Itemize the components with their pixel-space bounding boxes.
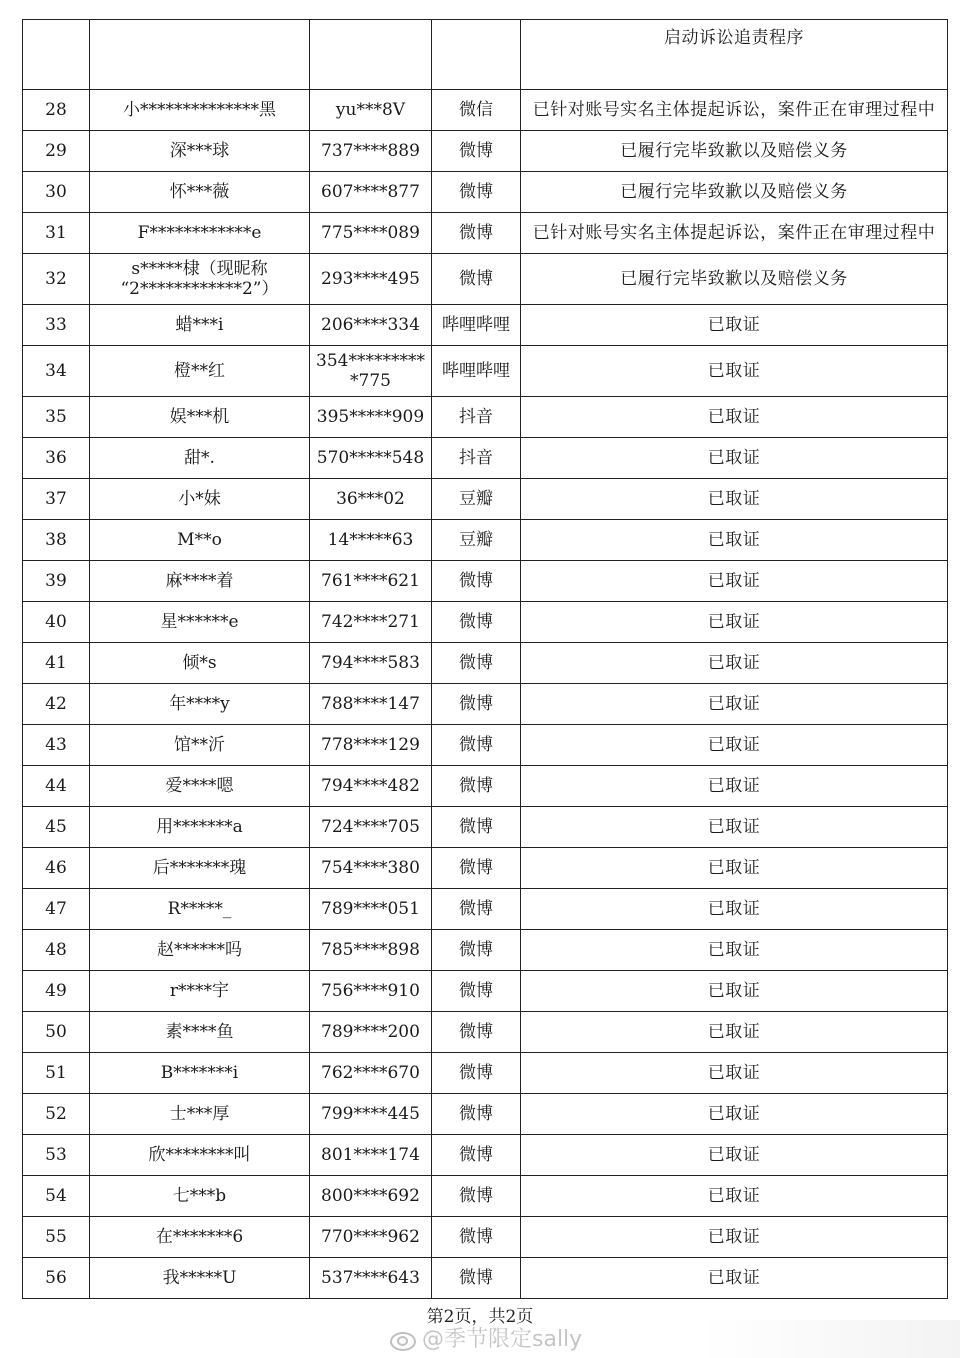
cell-platform: 微博	[432, 172, 521, 213]
cell-id: 785****898	[310, 930, 432, 971]
watermark-text: @季节限定sally	[422, 1327, 583, 1352]
cell-platform: 微博	[432, 930, 521, 971]
cell-no: 34	[23, 346, 90, 397]
table-row	[23, 90, 948, 131]
cell-id: 742****271	[310, 602, 432, 643]
cell-platform: 抖音	[432, 438, 521, 479]
cell-account: 橙**红	[90, 346, 310, 397]
table-row	[23, 1217, 948, 1258]
cell-no: 32	[23, 254, 90, 305]
cell-id: 789****051	[310, 889, 432, 930]
cell-status: 已取证	[521, 397, 948, 438]
cell-platform: 微博	[432, 213, 521, 254]
cell-status: 已取证	[521, 1053, 948, 1094]
table-row	[23, 725, 948, 766]
cell-account: 倾*s	[90, 643, 310, 684]
cell-platform	[432, 20, 521, 90]
cell-status: 已取证	[521, 1217, 948, 1258]
cell-account: M**o	[90, 520, 310, 561]
cell-account: 娱***机	[90, 397, 310, 438]
cell-platform: 哔哩哔哩	[432, 305, 521, 346]
table-row	[23, 1258, 948, 1299]
table-row	[23, 1135, 948, 1176]
cell-platform: 微博	[432, 1012, 521, 1053]
cell-platform: 抖音	[432, 397, 521, 438]
table-row	[23, 684, 948, 725]
cell-platform: 微信	[432, 90, 521, 131]
cell-id	[310, 20, 432, 90]
cell-account	[90, 20, 310, 90]
cell-id: 800****692	[310, 1176, 432, 1217]
cell-platform: 微博	[432, 1135, 521, 1176]
cell-status: 已取证	[521, 725, 948, 766]
cell-status: 已取证	[521, 643, 948, 684]
cell-no: 43	[23, 725, 90, 766]
cell-platform: 微博	[432, 766, 521, 807]
cell-platform: 微博	[432, 725, 521, 766]
records-table	[22, 19, 948, 1299]
table-row	[23, 889, 948, 930]
cell-platform: 微博	[432, 602, 521, 643]
cell-no: 36	[23, 438, 90, 479]
cell-platform: 微博	[432, 561, 521, 602]
cell-account: 在*******6	[90, 1217, 310, 1258]
cell-status: 已取证	[521, 561, 948, 602]
cell-no: 30	[23, 172, 90, 213]
cell-status: 已取证	[521, 305, 948, 346]
cell-no: 29	[23, 131, 90, 172]
cell-no: 50	[23, 1012, 90, 1053]
table-row	[23, 479, 948, 520]
cell-no: 51	[23, 1053, 90, 1094]
cell-id: 775****089	[310, 213, 432, 254]
table-row	[23, 397, 948, 438]
cell-platform: 微博	[432, 684, 521, 725]
cell-status: 已取证	[521, 971, 948, 1012]
cell-no: 37	[23, 479, 90, 520]
cell-id: 206****334	[310, 305, 432, 346]
cell-id: 395*****909	[310, 397, 432, 438]
cell-id: 788****147	[310, 684, 432, 725]
cell-account: B*******i	[90, 1053, 310, 1094]
cell-status: 已取证	[521, 1012, 948, 1053]
cell-account: 士***厚	[90, 1094, 310, 1135]
cell-status: 已针对账号实名主体提起诉讼，案件正在审理过程中	[521, 213, 948, 254]
cell-status: 已取证	[521, 1135, 948, 1176]
table-row	[23, 1176, 948, 1217]
cell-account: s*****棣（现昵称 “2************2”）	[90, 254, 310, 305]
cell-status: 已取证	[521, 520, 948, 561]
cell-id: 14*****63	[310, 520, 432, 561]
cell-status: 已取证	[521, 889, 948, 930]
cell-account: 馆**沂	[90, 725, 310, 766]
cell-platform: 哔哩哔哩	[432, 346, 521, 397]
cell-platform: 微博	[432, 254, 521, 305]
cell-platform: 微博	[432, 1258, 521, 1299]
cell-no	[23, 20, 90, 90]
cell-no: 45	[23, 807, 90, 848]
cell-no: 39	[23, 561, 90, 602]
table-row	[23, 766, 948, 807]
cell-status: 已取证	[521, 438, 948, 479]
cell-status: 启动诉讼追责程序	[521, 20, 948, 90]
cell-status: 已取证	[521, 1258, 948, 1299]
table-row	[23, 254, 948, 305]
cell-id: 789****200	[310, 1012, 432, 1053]
cell-status: 已取证	[521, 766, 948, 807]
cell-platform: 微博	[432, 131, 521, 172]
table-row	[23, 131, 948, 172]
cell-platform: 豆瓣	[432, 520, 521, 561]
cell-id: yu***8V	[310, 90, 432, 131]
table-row	[23, 213, 948, 254]
cell-id: 737****889	[310, 131, 432, 172]
cell-no: 47	[23, 889, 90, 930]
cell-platform: 微博	[432, 1094, 521, 1135]
cell-account: 甜*.	[90, 438, 310, 479]
cell-account: 七***b	[90, 1176, 310, 1217]
table-row	[23, 643, 948, 684]
cell-status: 已履行完毕致歉以及赔偿义务	[521, 172, 948, 213]
cell-id: 537****643	[310, 1258, 432, 1299]
cell-account: 素****鱼	[90, 1012, 310, 1053]
table-row	[23, 172, 948, 213]
cell-account: 欣********叫	[90, 1135, 310, 1176]
cell-no: 33	[23, 305, 90, 346]
cell-status: 已取证	[521, 346, 948, 397]
cell-status: 已取证	[521, 1094, 948, 1135]
cell-account: 年****y	[90, 684, 310, 725]
cell-id: 801****174	[310, 1135, 432, 1176]
table-row	[23, 930, 948, 971]
cell-no: 54	[23, 1176, 90, 1217]
cell-no: 31	[23, 213, 90, 254]
cell-account: 怀***薇	[90, 172, 310, 213]
table-row	[23, 1094, 948, 1135]
cell-account: 麻****着	[90, 561, 310, 602]
cell-no: 28	[23, 90, 90, 131]
cell-no: 35	[23, 397, 90, 438]
cell-no: 56	[23, 1258, 90, 1299]
cell-account: F************e	[90, 213, 310, 254]
cell-account: R*****_	[90, 889, 310, 930]
cell-id: 354**********775	[310, 346, 432, 397]
cell-platform: 微博	[432, 848, 521, 889]
cell-no: 48	[23, 930, 90, 971]
cell-platform: 微博	[432, 889, 521, 930]
cell-id: 762****670	[310, 1053, 432, 1094]
table-row	[23, 971, 948, 1012]
cell-id: 770****962	[310, 1217, 432, 1258]
cell-platform: 微博	[432, 971, 521, 1012]
cell-status: 已履行完毕致歉以及赔偿义务	[521, 254, 948, 305]
cell-id: 607****877	[310, 172, 432, 213]
cell-status: 已取证	[521, 1176, 948, 1217]
cell-no: 52	[23, 1094, 90, 1135]
cell-no: 53	[23, 1135, 90, 1176]
cell-status: 已取证	[521, 479, 948, 520]
cell-platform: 微博	[432, 1217, 521, 1258]
cell-platform: 微博	[432, 1176, 521, 1217]
cell-account: 蜡***i	[90, 305, 310, 346]
cell-no: 55	[23, 1217, 90, 1258]
cell-id: 754****380	[310, 848, 432, 889]
cell-no: 40	[23, 602, 90, 643]
cell-account: 小*妹	[90, 479, 310, 520]
cell-status: 已取证	[521, 848, 948, 889]
cell-id: 794****482	[310, 766, 432, 807]
cell-account: 小**************黑	[90, 90, 310, 131]
table-row	[23, 438, 948, 479]
cell-id: 724****705	[310, 807, 432, 848]
cell-account: 用*******a	[90, 807, 310, 848]
cell-id: 778****129	[310, 725, 432, 766]
table-row	[23, 848, 948, 889]
cell-account: 星******e	[90, 602, 310, 643]
cell-account: 我*****U	[90, 1258, 310, 1299]
cell-account: 爱****嗯	[90, 766, 310, 807]
cell-status: 已取证	[521, 930, 948, 971]
cell-id: 794****583	[310, 643, 432, 684]
cell-id: 570*****548	[310, 438, 432, 479]
table-row	[23, 20, 948, 90]
table-row	[23, 561, 948, 602]
cell-status: 已针对账号实名主体提起诉讼，案件正在审理过程中	[521, 90, 948, 131]
cell-no: 42	[23, 684, 90, 725]
table-row	[23, 346, 948, 397]
cell-no: 46	[23, 848, 90, 889]
cell-id: 293****495	[310, 254, 432, 305]
cell-platform: 豆瓣	[432, 479, 521, 520]
cell-account: r****宇	[90, 971, 310, 1012]
cell-no: 38	[23, 520, 90, 561]
table-row	[23, 807, 948, 848]
cell-platform: 微博	[432, 807, 521, 848]
watermark	[388, 1322, 582, 1353]
cell-status: 已履行完毕致歉以及赔偿义务	[521, 131, 948, 172]
cell-id: 756****910	[310, 971, 432, 1012]
cell-no: 44	[23, 766, 90, 807]
table-row	[23, 1012, 948, 1053]
cell-status: 已取证	[521, 602, 948, 643]
page-number: 第2页，共2页	[426, 1307, 534, 1327]
cell-platform: 微博	[432, 643, 521, 684]
weibo-icon	[388, 1327, 416, 1349]
cell-account: 赵******吗	[90, 930, 310, 971]
cell-id: 761****621	[310, 561, 432, 602]
cell-id: 799****445	[310, 1094, 432, 1135]
cell-account: 深***球	[90, 131, 310, 172]
cell-platform: 微博	[432, 1053, 521, 1094]
cell-status: 已取证	[521, 684, 948, 725]
table-row	[23, 602, 948, 643]
table-row	[23, 520, 948, 561]
cell-account: 后*******瑰	[90, 848, 310, 889]
scan-shadow	[700, 1320, 960, 1358]
cell-no: 49	[23, 971, 90, 1012]
records-table-body	[23, 20, 948, 1299]
table-row	[23, 305, 948, 346]
cell-status: 已取证	[521, 807, 948, 848]
cell-id: 36***02	[310, 479, 432, 520]
table-row	[23, 1053, 948, 1094]
cell-no: 41	[23, 643, 90, 684]
